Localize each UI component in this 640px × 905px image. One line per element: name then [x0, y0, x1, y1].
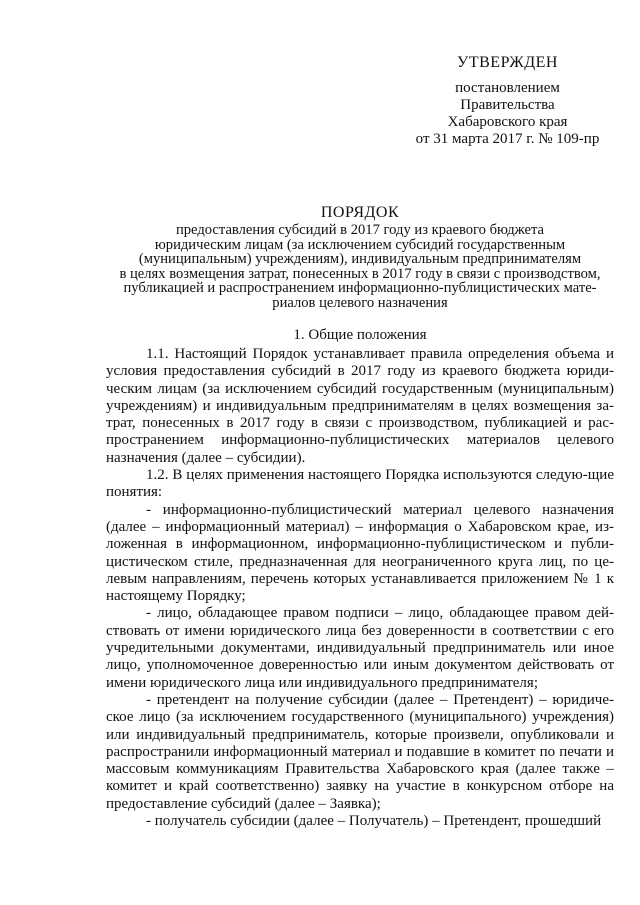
document-subtitle [70, 223, 640, 311]
approved-label: УТВЕРЖДЕН [457, 54, 558, 71]
approval-stamp [400, 54, 615, 148]
approval-line: Хабаровского края [447, 114, 568, 130]
definition-recipient: - получатель субсидии (далее – Получатель) – Претендент, прошедший [146, 813, 602, 830]
subtitle-line: юридическим лицам (за исключением субсидий государственным [154, 236, 566, 253]
document-title: ПОРЯДОК [320, 204, 400, 221]
subtitle-line: (муниципальным) учреждениям), индивидуальным предпринимателям [138, 251, 582, 268]
definition-info-material: - информационно-публицистический материал целевого назначения (далее – информационный материал) – информация о Хабаровском крае, из-ложенная в информационном, информационно-публицистическом и публи-цистическом стиле, предназначенная для неограниченного круга лиц, по це-левым направлениям, перечень которых устанавливается приложением № 1 к настоящему Порядку; [106, 501, 614, 605]
section-body [106, 346, 614, 830]
definition-signatory: - лицо, обладающее правом подписи – лицо, обладающее правом дей-ствовать от имени юридического лица без доверенности в соответствии с его учредительными документами, индивидуальный предприниматель или иное лицо, уполномоченное доверенностью или иным документом действовать от имени юридического лица или индивидуального предпринимателя; [106, 605, 614, 691]
subtitle-line: публикацией и распространением информационно-публицистических мате- [123, 280, 597, 297]
paragraph-1-1: 1.1. Настоящий Порядок устанавливает правила определения объема и условия предоставления субсидий в 2017 году из краевого бюджета юриди-ческим лицам (за исключением субсидий государственным (муниципальным) учреждениям) и индивидуальным предпринимателям в целях возмещения за-трат, понесенных в 2017 году в связи с производством, публикацией и рас-пространением информационно-публицистических материалов целевого назначения (далее – субсидии). [106, 346, 614, 466]
definition-applicant: - претендент на получение субсидии (далее – Претендент) – юридиче-ское лицо (за исключением государственного (муниципального) учреждения) или индивидуальный предприниматель, которые произвели, опубликовали и распространили информационный материал и подавшие в комитет по печати и массовым коммуникациям Правительства Хабаровского края (далее также – комитет и край соответственно) заявку на участие в конкурсном отборе на предоставление субсидий (далее – Заявка); [106, 691, 614, 812]
approval-line: постановлением [455, 80, 560, 96]
paragraph-1-2: 1.2. В целях применения настоящего Порядка используются следую-щие понятия: [106, 467, 614, 501]
subtitle-line: риалов целевого назначения [272, 294, 448, 311]
subtitle-line: предоставления субсидий в 2017 году из краевого бюджета [175, 222, 545, 238]
approval-line: Правительства [460, 97, 555, 113]
approval-date: от 31 марта 2017 г. № 109-пр [415, 131, 600, 147]
section-heading: 1. Общие положения [293, 327, 427, 343]
subtitle-line: в целях возмещения затрат, понесенных в 2017 году в связи с производством, [119, 265, 601, 282]
